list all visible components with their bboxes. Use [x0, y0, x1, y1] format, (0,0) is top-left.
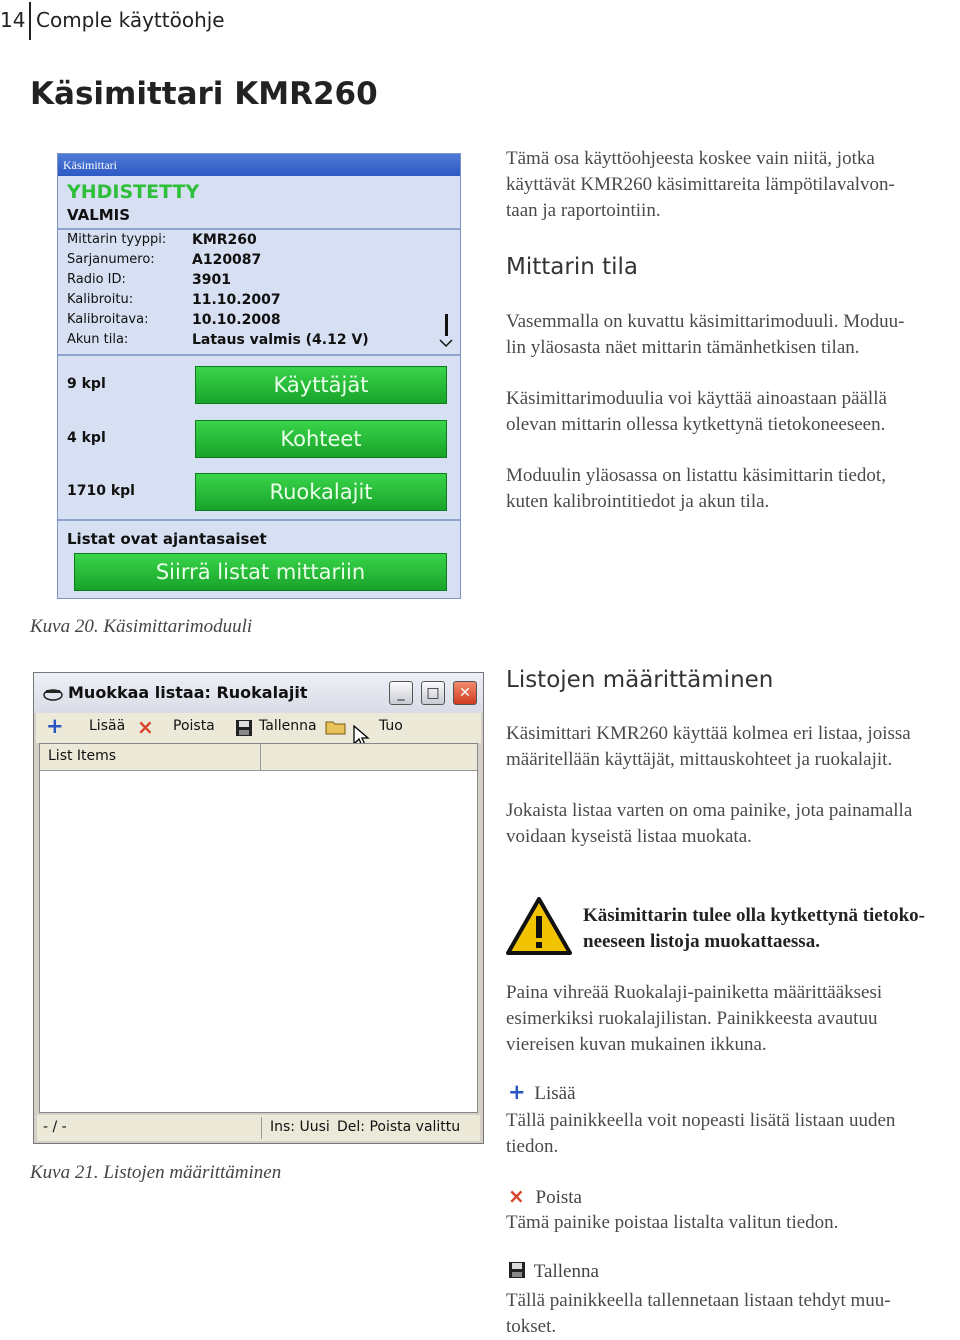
module-separator: [58, 354, 460, 356]
page-number: 14: [0, 8, 26, 32]
list-items-view[interactable]: [39, 743, 478, 1113]
window-toolbar: [36, 713, 481, 743]
save-button[interactable]: Tallenna: [259, 718, 317, 734]
module-separator: [58, 519, 460, 521]
window-title: Muokkaa listaa: Ruokalajit: [68, 683, 308, 702]
figure-caption-20: Kuva 20. Käsimittarimoduuli: [30, 616, 253, 637]
users-button[interactable]: Käyttäjät: [195, 366, 447, 404]
plus-icon[interactable]: +: [46, 714, 64, 738]
dishes-button[interactable]: Ruokalajit: [195, 473, 447, 511]
delete-button[interactable]: Poista: [173, 718, 215, 734]
delete-item-label: Poista: [535, 1187, 582, 1208]
field-label: Mittarin tyyppi:: [67, 232, 167, 247]
figure-caption-21: Kuva 21. Listojen määrittäminen: [30, 1162, 282, 1183]
status-divider: [261, 1117, 262, 1139]
doc-title: Comple käyttöohje: [36, 8, 225, 32]
floppy-disk-icon[interactable]: [235, 719, 253, 737]
paragraph: Vasemmalla on kuvattu käsimittarimoduuli. Moduu- lin yläosasta näet mittarin tämänhetkisen tilan.: [506, 311, 905, 358]
status-position: - / -: [43, 1119, 67, 1135]
close-icon[interactable]: ✕: [453, 681, 477, 705]
column-divider: [260, 744, 261, 770]
window-title-bar: [34, 673, 483, 713]
field-label: Kalibroitu:: [67, 292, 134, 307]
list-items-column[interactable]: List Items: [48, 748, 117, 764]
section-heading-list-definition: Listojen määrittäminen: [506, 667, 774, 693]
maximize-icon[interactable]: □: [421, 681, 445, 705]
window-status-bar: [37, 1115, 480, 1141]
header-divider: [29, 2, 31, 40]
paragraph: Paina vihreää Ruokalaji-painiketta määrittääksesi esimerkiksi ruokalajilistan. Painikkeesta avautuu viereisen kuvan mukainen ikkuna.: [506, 982, 883, 1055]
paragraph: Jokaista listaa varten on oma painike, jota painamalla voidaan kyseistä listaa muokata.: [506, 800, 913, 847]
section-heading-meter-status: Mittarin tila: [506, 254, 638, 280]
module-separator: [58, 228, 460, 230]
field-value: A120087: [192, 252, 262, 268]
save-item-description: Tällä painikkeella tallennetaan listaan tehdyt muu- tokset.: [506, 1290, 891, 1337]
field-value: 10.10.2008: [192, 312, 281, 328]
delete-x-icon: ×: [508, 1184, 525, 1208]
window-app-icon: [42, 686, 64, 702]
intro-paragraph: Tämä osa käyttöohjeesta koskee vain niitä, jotka käyttävät KMR260 käsimittareita lämpötilavalvon- taan ja raportointiin.: [506, 148, 895, 221]
list-header: [40, 744, 477, 771]
field-label: Sarjanumero:: [67, 252, 155, 267]
paragraph: Moduulin yläosassa on listattu käsimittarin tiedot, kuten kalibrointitiedot ja akun tila.: [506, 465, 886, 512]
field-value: 3901: [192, 272, 231, 288]
locations-button[interactable]: Kohteet: [195, 420, 447, 458]
list-count-users: 9 kpl: [67, 376, 106, 392]
status-insert-hint: Ins: Uusi: [270, 1119, 330, 1135]
warning-icon: [505, 896, 573, 956]
list-count-locations: 4 kpl: [67, 430, 106, 446]
field-value: Lataus valmis (4.12 V): [192, 332, 369, 348]
add-item-description: Tällä painikkeella voit nopeasti lisätä listaan uuden tiedon.: [506, 1110, 896, 1157]
list-count-dishes: 1710 kpl: [67, 483, 135, 499]
save-item-label: Tallenna: [533, 1261, 599, 1282]
module-title-bar: Käsimittari: [58, 154, 460, 176]
floppy-disk-icon: [508, 1261, 526, 1279]
save-item-heading: [508, 1261, 599, 1283]
paragraph: Käsimittarimoduulia voi käyttää ainoastaan päällä olevan mittarin ollessa kytkettynä tietokoneeseen.: [506, 388, 887, 435]
import-button[interactable]: Tuo: [379, 718, 403, 734]
warning-text: Käsimittarin tulee olla kytkettynä tietoko- neeseen listoja muokattaessa.: [583, 905, 925, 952]
field-value: 11.10.2007: [192, 292, 281, 308]
paragraph: Käsimittari KMR260 käyttää kolmea eri listaa, joissa määritellään käyttäjät, mittauskohteet ja ruokalajit.: [506, 723, 911, 770]
transfer-lists-button[interactable]: Siirrä listat mittariin: [74, 553, 447, 591]
lists-status: Listat ovat ajantasaiset: [67, 530, 267, 548]
field-value: KMR260: [192, 232, 257, 248]
folder-icon[interactable]: [325, 718, 347, 736]
status-connected: YHDISTETTY: [67, 181, 200, 203]
field-label: Radio ID:: [67, 272, 126, 287]
add-button[interactable]: Lisää: [89, 718, 126, 734]
handheld-module-screenshot: [57, 153, 461, 599]
plus-icon: +: [508, 1080, 526, 1104]
minimize-icon[interactable]: _: [389, 681, 413, 705]
edit-list-window-screenshot: [33, 672, 484, 1144]
delete-item-description: Tämä painike poistaa listalta valitun tiedon.: [506, 1212, 839, 1233]
status-delete-hint: Del: Poista valittu: [337, 1119, 461, 1135]
page-title: Käsimittari KMR260: [30, 76, 378, 112]
add-item-heading: [508, 1080, 576, 1105]
field-label: Akun tila:: [67, 332, 129, 347]
add-item-label: Lisää: [534, 1083, 576, 1104]
field-label: Kalibroitava:: [67, 312, 149, 327]
delete-x-icon[interactable]: ×: [137, 715, 154, 739]
antenna-icon: [438, 312, 454, 348]
status-ready: VALMIS: [67, 206, 131, 224]
delete-item-heading: [508, 1184, 582, 1209]
